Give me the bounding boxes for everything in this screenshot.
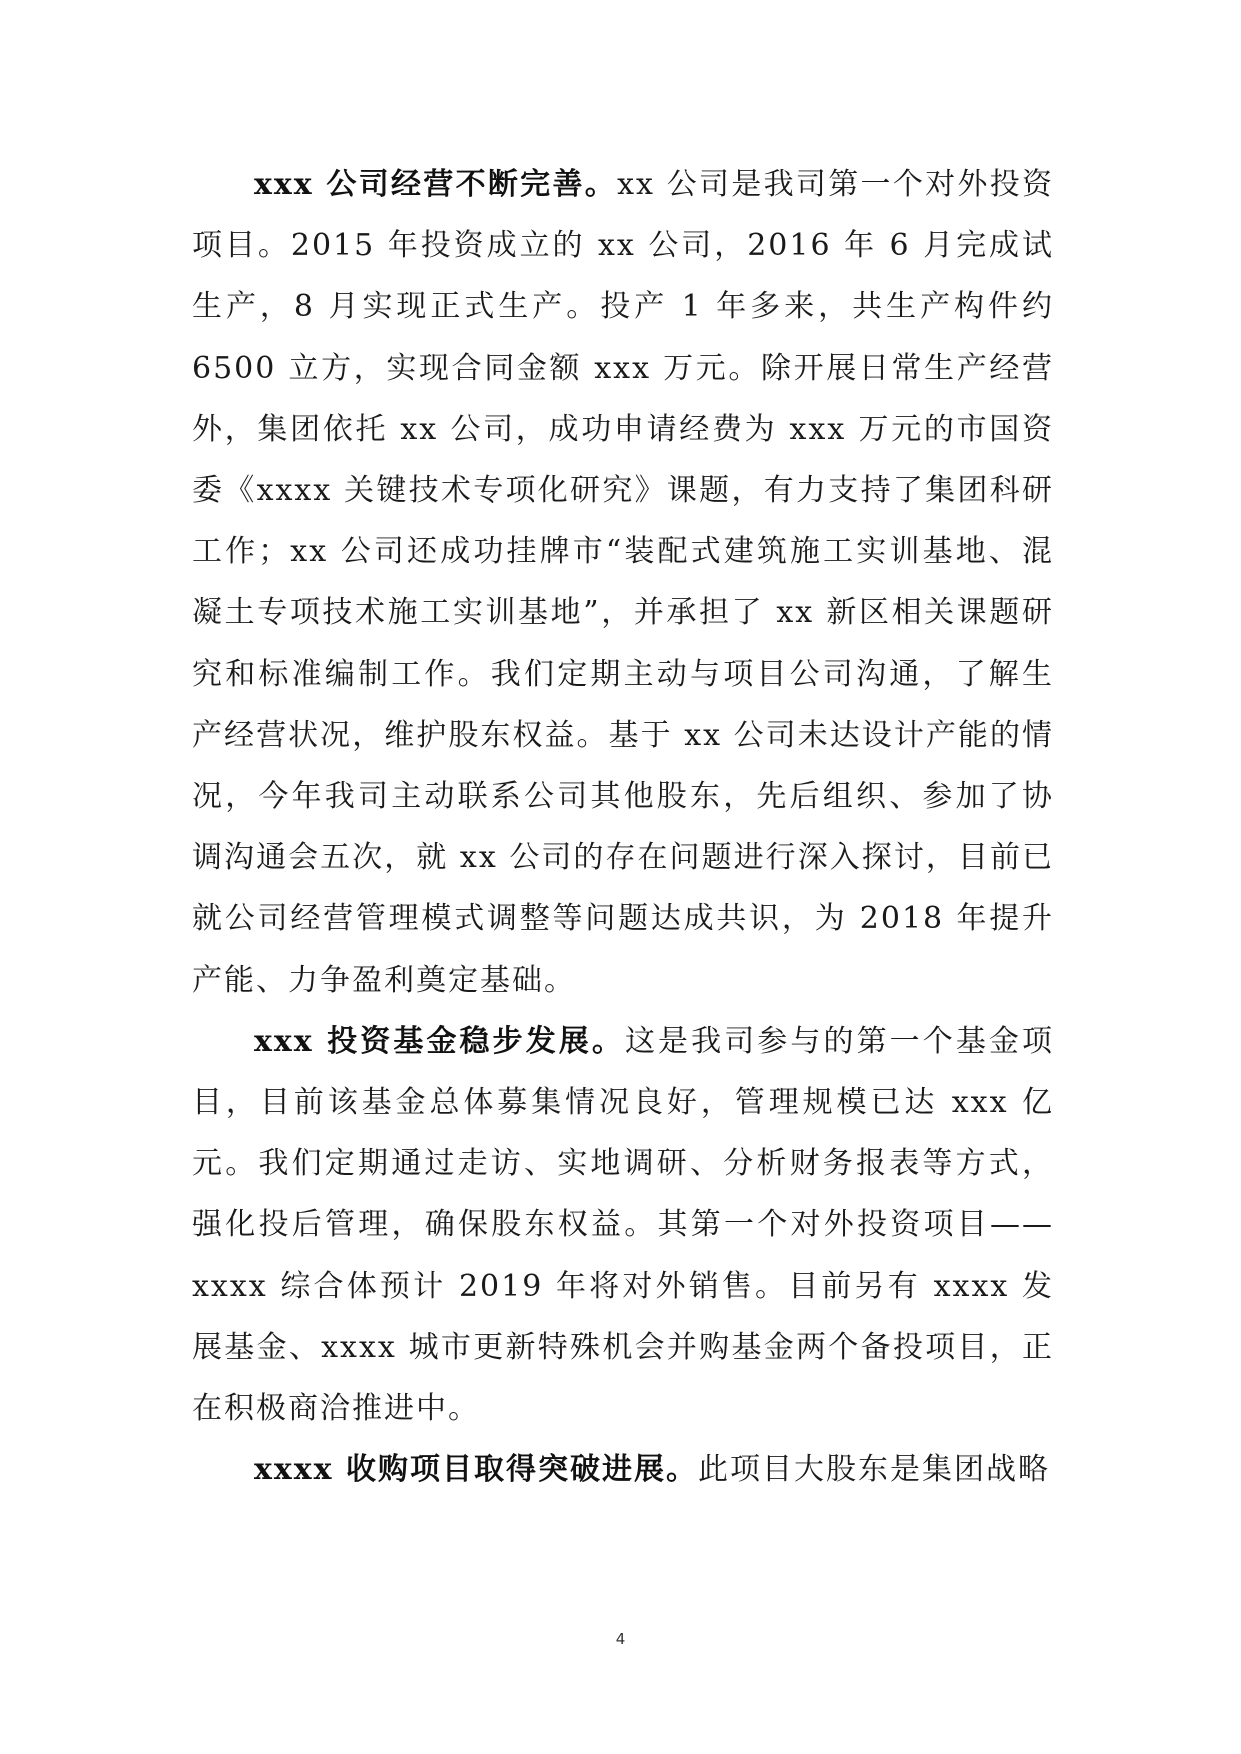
paragraph-text: 这是我司参与的第一个基金项目，目前该基金总体募集情况良好，管理规模已达 xxx 亿元。我们定期通过走访、实地调研、分析财务报表等方式，强化投后管理，确保股东权益。其第一个对外投资项目——xxxx 综合体预计 2019 年将对外销售。目前另有 xxxx 发展基金、xxxx 城市更新特殊机会并购基金两个备投项目，正在积极商洽推进中。 xyxy=(192,1023,1054,1427)
paragraph-investment-fund xyxy=(192,1011,1054,1439)
document-body xyxy=(192,154,1054,1500)
paragraph-acquisition-project xyxy=(192,1439,1054,1500)
paragraph-heading: xxxx 收购项目取得突破进展。 xyxy=(254,1452,698,1488)
paragraph-company-operations xyxy=(192,154,1054,1011)
paragraph-text: 此项目大股东是集团战略 xyxy=(698,1452,1050,1488)
paragraph-text: xx 公司是我司第一个对外投资项目。2015 年投资成立的 xx 公司，2016 年 6 月完成试生产，8 月实现正式生产。投产 1 年多来，共生产构件约 6500 立方，实现合同金额 xxx 万元。除开展日常生产经营外，集团依托 xx 公司，成功申请经费为 xxx 万元的市国资委《xxxx 关键技术专项化研究》课题，有力支持了集团科研工作；xx 公司还成功挂牌市“装配式建筑施工实训基地、混凝土专项技术施工实训基地”，并承担了 xx 新区相关课题研究和标准编制工作。我们定期主动与项目公司沟通，了解生产经营状况，维护股东权益。基于 xx 公司未达设计产能的情况，今年我司主动联系公司其他股东，先后组织、参加了协调沟通会五次，就 xx 公司的存在问题进行深入探讨，目前已就公司经营管理模式调整等问题达成共识，为 2018 年提升产能、力争盈利奠定基础。 xyxy=(192,167,1055,998)
paragraph-heading: xxx 投资基金稳步发展。 xyxy=(254,1023,625,1059)
paragraph-heading: xxx 公司经营不断完善。 xyxy=(254,167,618,202)
page-number: 4 xyxy=(615,1630,626,1648)
